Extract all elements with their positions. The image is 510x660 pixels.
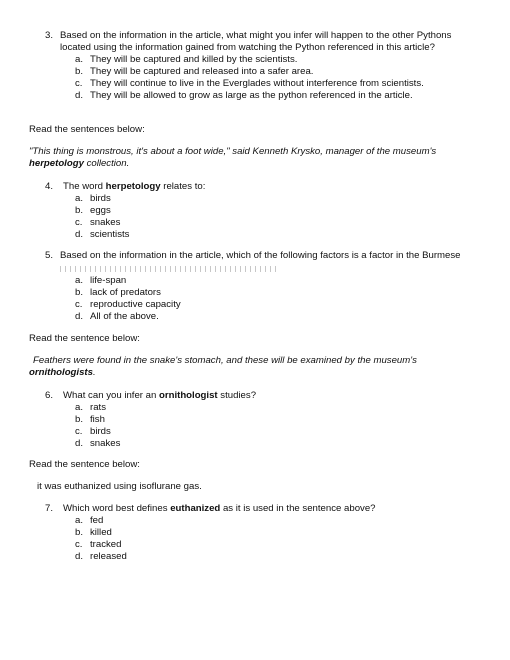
passage1-quote-line1: "This thing is monstrous, it's about a foot wide," said Kenneth Krysko, manager of the museum's [29,146,437,157]
q3-option-letter-b: b. [75,66,84,77]
q3-option-a: They will be captured and killed by the scientists. [90,54,298,65]
q3-prompt-line2: located using the information gained from watching the Python referenced in this article? [60,42,435,53]
passage1-intro: Read the sentences below: [29,124,145,135]
q6-prompt [63,390,256,402]
q4-option-letter-c: c. [75,217,83,228]
q6-option-letter-b: b. [75,414,84,425]
q4-prompt-post: relates to: [160,181,206,192]
passage2-quote-line1: Feathers were found in the snake's stomach, and these will be examined by the museum's [33,355,417,366]
q4-option-c: snakes [90,217,121,228]
q6-option-letter-c: c. [75,426,83,437]
q3-option-d: They will be allowed to grow as large as the python referenced in the article. [90,90,413,101]
q6-option-c: birds [90,426,111,437]
q5-number: 5. [45,250,54,261]
q7-option-a: fed [90,515,104,526]
q6-prompt-post: studies? [217,390,257,401]
q3-option-letter-a: a. [75,54,84,65]
q4-prompt-pre: The word [63,181,106,192]
q3-option-c: They will continue to live in the Everglades without interference from scientists. [90,78,424,89]
passage2-quote-line2-rest: . [92,367,96,378]
q4-prompt [63,181,205,193]
q5-option-b: lack of predators [90,287,161,298]
q5-option-letter-b: b. [75,287,84,298]
q6-option-letter-d: d. [75,438,84,449]
q6-option-letter-a: a. [75,402,84,413]
q4-option-b: eggs [90,205,111,216]
highlighted-word-herpetology: herpetology [29,158,84,169]
q4-option-letter-d: d. [75,229,84,240]
q4-option-letter-a: a. [75,193,84,204]
q7-option-letter-c: c. [75,539,83,550]
q6-option-b: fish [90,414,105,425]
q7-number: 7. [45,503,54,514]
passage3-sentence: it was euthanized using isoflurane gas. [37,481,202,492]
passage1-quote-line2 [29,158,129,170]
q3-number: 3. [45,30,54,41]
q5-option-letter-c: c. [75,299,83,310]
highlighted-word-ornithologists: ornithologists [29,367,93,378]
q7-option-letter-b: b. [75,527,84,538]
q5-option-letter-a: a. [75,275,84,286]
q7-prompt-pre: Which word best defines [63,503,171,514]
q5-option-c: reproductive capacity [90,299,181,310]
q7-option-c: tracked [90,539,122,550]
q4-option-d: scientists [90,229,130,240]
q6-option-a: rats [90,402,106,413]
q5-option-letter-d: d. [75,311,84,322]
q3-option-letter-c: c. [75,78,83,89]
passage2-quote-line2 [29,367,96,379]
q5-option-a: life-span [90,275,127,286]
q3-option-b: They will be captured and released into a safer area. [90,66,314,77]
q7-option-b: killed [90,527,112,538]
passage2-intro: Read the sentence below: [29,333,140,344]
passage3-intro: Read the sentence below: [29,459,140,470]
q7-option-letter-a: a. [75,515,84,526]
q6-option-d: snakes [90,438,121,449]
q7-option-letter-d: d. [75,551,84,562]
q4-prompt-bold-word: herpetology [105,181,161,192]
q5-prompt-line1: Based on the information in the article, which of the following factors is a factor in the Burmese [60,250,461,261]
q7-option-d: released [90,551,127,562]
q7-prompt-bold-word: euthanized [170,503,221,514]
q5-illegible-line [60,266,278,272]
q7-prompt [63,503,376,515]
q4-option-letter-b: b. [75,205,84,216]
q7-prompt-post: as it is used in the sentence above? [220,503,376,514]
q4-option-a: birds [90,193,111,204]
q3-option-letter-d: d. [75,90,84,101]
q6-number: 6. [45,390,54,401]
q4-number: 4. [45,181,54,192]
q5-option-d: All of the above. [90,311,159,322]
passage1-quote-line2-rest: collection. [83,158,130,169]
q3-prompt-line1: Based on the information in the article, what might you infer will happen to the other Pythons [60,30,452,41]
q6-prompt-bold-word: ornithologist [159,390,218,401]
q6-prompt-pre: What can you infer an [63,390,159,401]
